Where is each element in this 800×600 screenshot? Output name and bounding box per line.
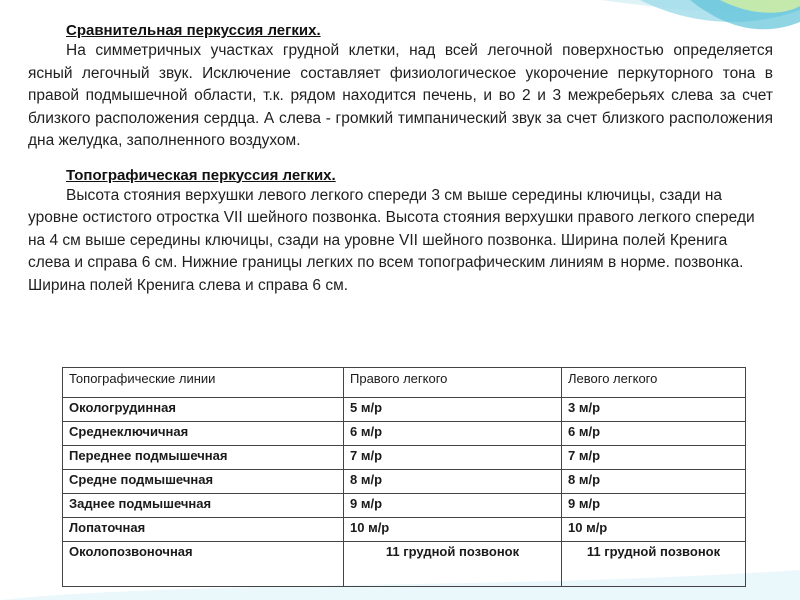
table-row (63, 422, 746, 446)
section-1-text: На симметричных участках грудной клетки, над всей легочной поверхностью определяется ясный легочный звук. Исключение составляет физиологическое укорочение перкуторного тона в правой подмышечной области, т.к. рядом находится печень, и во 2 и 3 межреберьях слева за счет близкого расположения сердца. А слева - громкий тимпанический звук за счет близкого расположения дна желудка, заполненного воздухом. (28, 42, 773, 149)
table-row (63, 446, 746, 470)
table-cell: Окологрудинная (63, 398, 344, 422)
table-row (63, 542, 746, 587)
table-cell: 7 м/р (562, 446, 746, 470)
table-cell: 10 м/р (562, 518, 746, 542)
header-left-lung: Левого легкого (562, 368, 746, 398)
table-cell: 6 м/р (562, 422, 746, 446)
percussion-table (62, 367, 746, 587)
section-2-text: Высота стояния верхушки левого легкого спереди 3 см выше середины ключицы, сзади на уровне остистого отростка VII шейного позвонка. Высота стояния верхушки правого легкого спереди на 4 см выше середины ключицы, сзади на уровне VII шейного позвонка. Ширина полей Кренига слева и справа 6 см. Нижние границы легких по всем топографическим линиям в норме. позвонка. Ширина полей Кренига слева и справа 6 см. (28, 186, 755, 294)
section-1-title: Сравнительная перкуссия легких. (66, 22, 321, 39)
table-cell: Околопозвоночная (63, 542, 344, 587)
table-cell: 6 м/р (344, 422, 562, 446)
table-cell: 11 грудной позвонок (344, 542, 562, 587)
table-cell: 10 м/р (344, 518, 562, 542)
table-cell: 7 м/р (344, 446, 562, 470)
table-cell: 8 м/р (344, 470, 562, 494)
header-lines: Топографические линии (63, 368, 344, 398)
document-body (28, 22, 773, 297)
table-cell: Среднеключичная (63, 422, 344, 446)
table-row (63, 494, 746, 518)
table-cell: 3 м/р (562, 398, 746, 422)
table-cell: 5 м/р (344, 398, 562, 422)
table-cell: Лопаточная (63, 518, 344, 542)
table-row (63, 518, 746, 542)
table-cell: Переднее подмышечная (63, 446, 344, 470)
header-right-lung: Правого легкого (344, 368, 562, 398)
table-header-row (63, 368, 746, 398)
table-row (63, 398, 746, 422)
section-2-title: Топографическая перкуссия легких. (66, 166, 336, 184)
table-cell: Заднее подмышечная (63, 494, 344, 518)
table-cell: 11 грудной позвонок (562, 542, 746, 587)
table-cell: Средне подмышечная (63, 470, 344, 494)
table-cell: 8 м/р (562, 470, 746, 494)
table-row (63, 470, 746, 494)
table-cell: 9 м/р (344, 494, 562, 518)
table-cell: 9 м/р (562, 494, 746, 518)
